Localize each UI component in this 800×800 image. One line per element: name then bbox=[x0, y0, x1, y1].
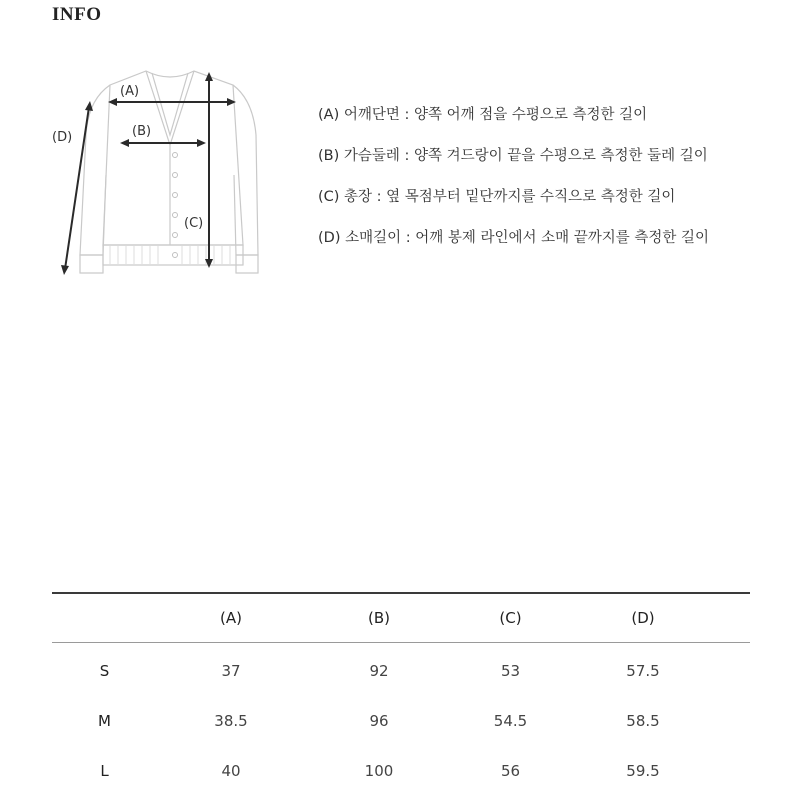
header-cell-a: (A) bbox=[220, 609, 242, 627]
table-row bbox=[52, 696, 750, 746]
diagram-label-d: (D) bbox=[52, 130, 73, 145]
table-cell: 92 bbox=[369, 662, 389, 680]
header-cell-d: (D) bbox=[631, 609, 655, 627]
legend-item-d: (D) 소매길이 : 어깨 봉제 라인에서 소매 끝까지를 측정한 길이 bbox=[318, 230, 710, 246]
measurement-legend bbox=[318, 100, 709, 264]
header-cell-c: (C) bbox=[499, 609, 522, 627]
table-row bbox=[52, 746, 750, 796]
table-cell: 100 bbox=[364, 762, 394, 780]
table-cell: 56 bbox=[500, 762, 521, 780]
info-title: INFO bbox=[52, 4, 102, 25]
legend-item-c: (C) 총장 : 옆 목점부터 밑단까지를 수직으로 측정한 길이 bbox=[318, 189, 676, 205]
table-cell: 58.5 bbox=[626, 712, 660, 730]
table-cell: 53 bbox=[500, 662, 521, 680]
legend-item-a: (A) 어깨단면 : 양쪽 어깨 점을 수평으로 측정한 길이 bbox=[318, 107, 648, 123]
diagram-label-b: (B) bbox=[132, 124, 152, 139]
size-table bbox=[52, 592, 750, 796]
diagram-label-a: (A) bbox=[120, 84, 140, 99]
table-cell: 38.5 bbox=[214, 712, 248, 730]
table-header-rule bbox=[52, 642, 750, 643]
hem-ribbing bbox=[110, 246, 230, 264]
size-label: S bbox=[99, 662, 110, 680]
table-cell: 57.5 bbox=[626, 662, 660, 680]
header-cell-b: (B) bbox=[368, 609, 390, 627]
size-label: M bbox=[98, 712, 111, 730]
table-cell: 40 bbox=[221, 762, 241, 780]
table-cell: 37 bbox=[221, 662, 241, 680]
table-row bbox=[52, 646, 750, 696]
diagram-label-c: (C) bbox=[184, 216, 204, 231]
table-cell: 59.5 bbox=[626, 762, 660, 780]
size-label: L bbox=[100, 762, 109, 780]
legend-item-b: (B) 가슴둘레 : 양쪽 겨드랑이 끝을 수평으로 측정한 둘레 길이 bbox=[318, 148, 708, 164]
table-cell: 96 bbox=[369, 712, 389, 730]
table-header-row bbox=[52, 594, 750, 642]
table-cell: 54.5 bbox=[493, 712, 528, 730]
cardigan-measurement-diagram bbox=[48, 55, 278, 295]
